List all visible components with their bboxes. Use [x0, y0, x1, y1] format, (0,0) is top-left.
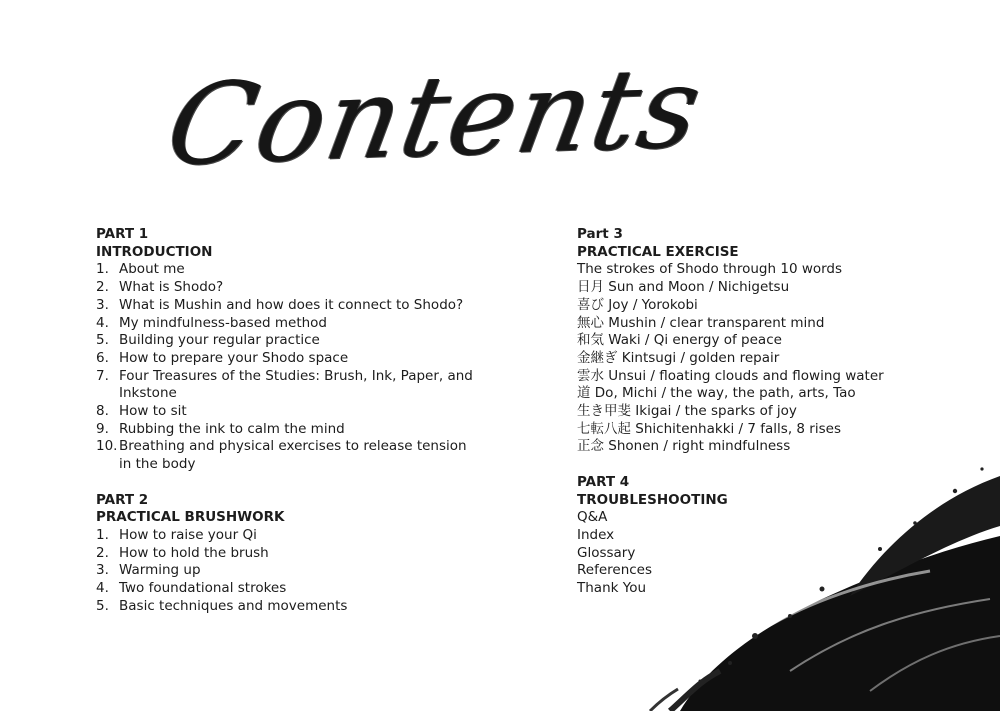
toc-item-number: 2. — [96, 544, 109, 561]
toc-item — [96, 261, 476, 279]
ink-brush-stroke — [550, 431, 1000, 711]
toc-item — [96, 438, 476, 473]
toc-item-number: 5. — [96, 597, 109, 614]
toc-entry: 喜び Joy / Yorokobi — [577, 296, 698, 313]
toc-item-text: My mindfulness-based method — [119, 314, 327, 331]
contents-title: Contents — [158, 42, 712, 192]
toc-item — [96, 332, 476, 350]
toc-item-text: Four Treasures of the Studies: Brush, Ink, Paper, and Inkstone — [119, 367, 473, 402]
toc-item-number: 9. — [96, 420, 109, 437]
toc-item-text: Building your regular practice — [119, 332, 320, 349]
toc-item — [96, 403, 476, 421]
toc-item-text: Warming up — [119, 562, 201, 579]
toc-item-text: About me — [119, 261, 185, 278]
toc-item — [96, 562, 476, 580]
toc-entry: Index — [577, 526, 615, 543]
toc-entry: 和気 Waki / Qi energy of peace — [577, 332, 782, 349]
toc-entry: 七転八起 Shichitenhakki / 7 falls, 8 rises — [577, 420, 841, 437]
part-title: PRACTICAL BRUSHWORK — [96, 509, 285, 526]
toc-item-number: 10. — [96, 438, 118, 455]
toc-item — [96, 545, 476, 563]
toc-item-number: 3. — [96, 296, 109, 313]
toc-item-number: 2. — [96, 279, 109, 296]
toc-item-text: Two foundational strokes — [119, 580, 287, 597]
toc-item — [96, 421, 476, 439]
toc-item — [96, 580, 476, 598]
toc-entry: 日月 Sun and Moon / Nichigetsu — [577, 279, 790, 296]
part-1-section — [96, 226, 476, 474]
toc-item-text: How to prepare your Shodo space — [119, 349, 349, 366]
part-title: PRACTICAL EXERCISE — [577, 243, 739, 260]
toc-item — [96, 350, 476, 368]
toc-item-number: 7. — [96, 367, 109, 384]
toc-item-text: Breathing and physical exercises to release tension in the body — [119, 438, 467, 473]
toc-item-text: What is Mushin and how does it connect to Shodo? — [119, 296, 464, 313]
part-2-section — [96, 492, 476, 616]
toc-entry: 雲水 Unsui / floating clouds and flowing water — [577, 367, 884, 384]
toc-item-text: How to hold the brush — [119, 544, 269, 561]
toc-item-number: 6. — [96, 349, 109, 366]
toc-item-number: 8. — [96, 403, 109, 420]
toc-item-number: 5. — [96, 332, 109, 349]
toc-item — [96, 598, 476, 616]
toc-item-text: Basic techniques and movements — [119, 597, 348, 614]
toc-entry: Glossary — [577, 544, 636, 561]
part-label: Part 3 — [577, 226, 623, 242]
toc-item — [96, 368, 476, 403]
toc-item-text: What is Shodo? — [119, 279, 224, 296]
toc-item-number: 4. — [96, 580, 109, 597]
toc-item-number: 4. — [96, 314, 109, 331]
left-column — [96, 226, 476, 633]
part-title: INTRODUCTION — [96, 243, 213, 260]
part-title: TROUBLESHOOTING — [577, 491, 728, 508]
toc-entry: 生き甲斐 Ikigai / the sparks of joy — [577, 403, 797, 420]
toc-item-text: How to raise your Qi — [119, 526, 257, 543]
toc-entry: 正念 Shonen / right mindfulness — [577, 438, 791, 455]
toc-entry: 無心 Mushin / clear transparent mind — [577, 314, 825, 331]
toc-entry: 金継ぎ Kintsugi / golden repair — [577, 349, 780, 366]
part-3-section — [577, 226, 907, 456]
toc-item-text: How to sit — [119, 403, 187, 420]
toc-item-number: 3. — [96, 562, 109, 579]
toc-item — [96, 297, 476, 315]
toc-entry: References — [577, 562, 653, 579]
toc-entry: 道 Do, Michi / the way, the path, arts, Tao — [577, 385, 856, 402]
toc-entry: Thank You — [577, 580, 647, 597]
toc-item — [96, 279, 476, 297]
toc-item — [96, 527, 476, 545]
toc-item-text: Rubbing the ink to calm the mind — [119, 420, 345, 437]
toc-item-number: 1. — [96, 526, 109, 543]
toc-entry: The strokes of Shodo through 10 words — [577, 261, 843, 278]
part-label: PART 2 — [96, 491, 149, 508]
part-label: PART 4 — [577, 473, 630, 490]
part-label: PART 1 — [96, 226, 149, 242]
toc-entry: Q&A — [577, 509, 608, 526]
toc-item-number: 1. — [96, 261, 109, 278]
toc-item — [96, 315, 476, 333]
